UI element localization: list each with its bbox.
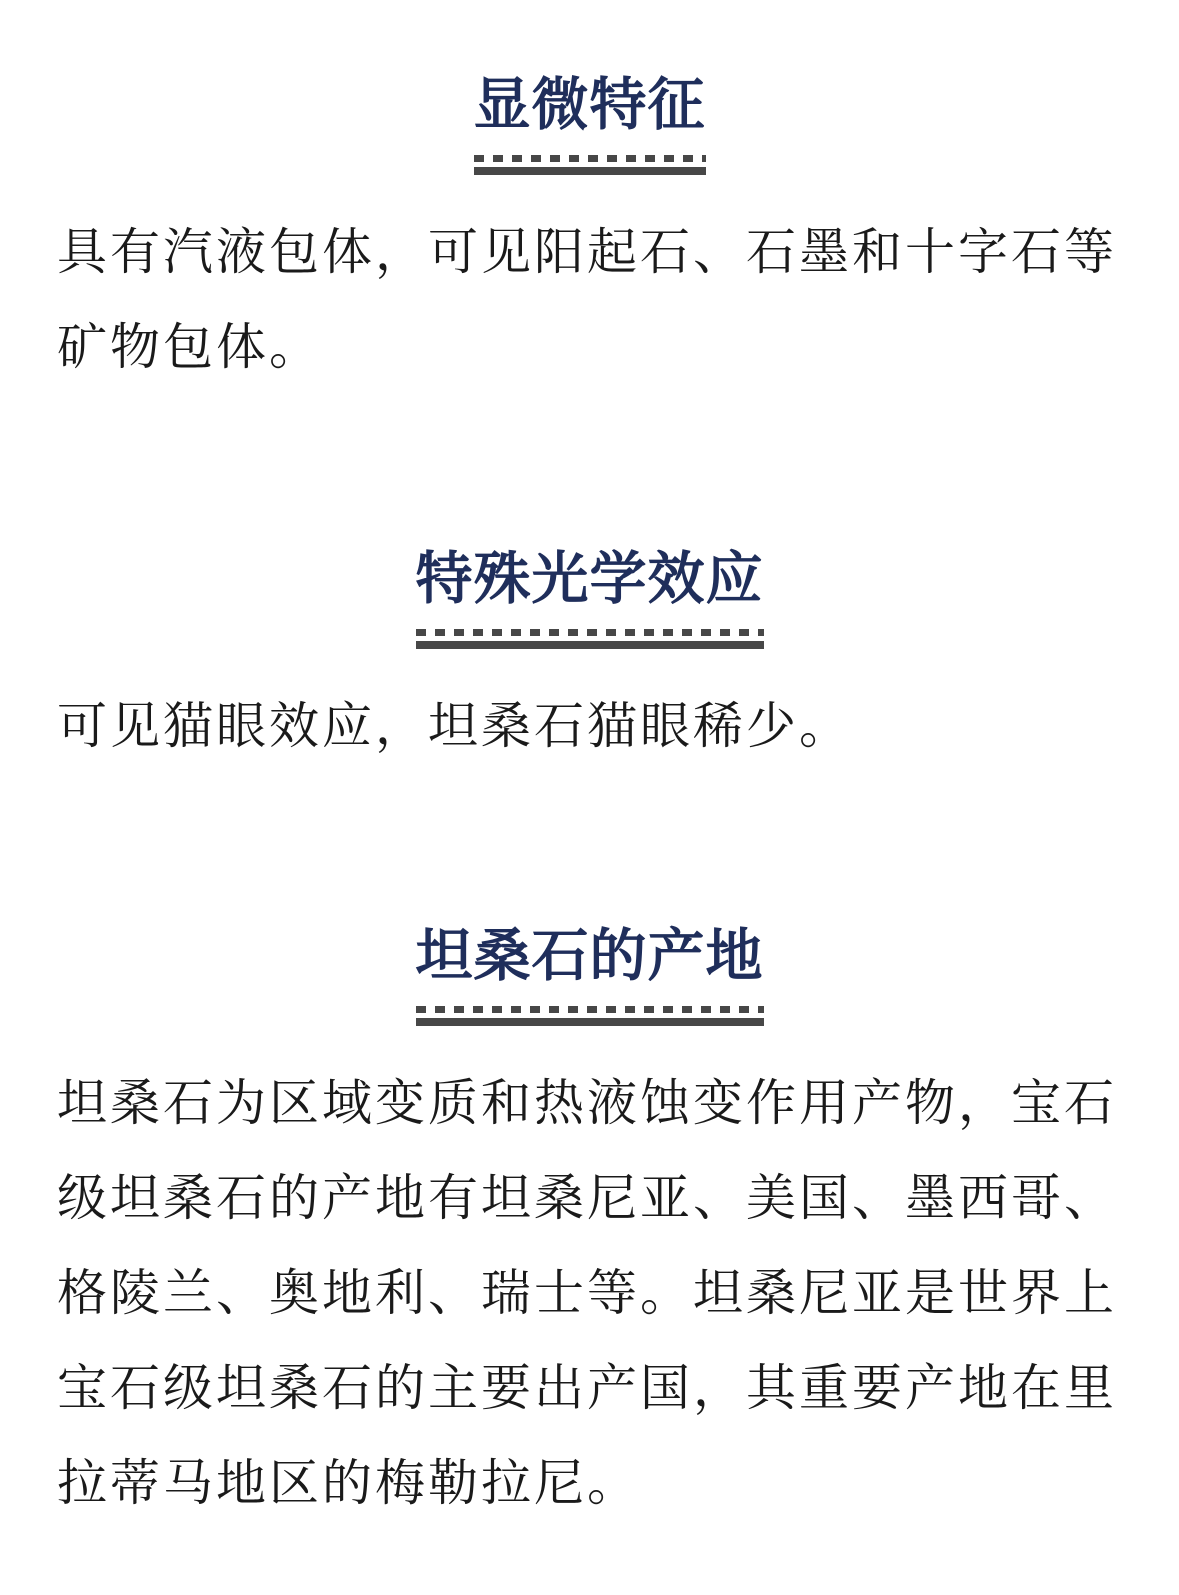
paragraph-optical-effects <box>0 679 1179 774</box>
paragraph-line: 可见猫眼效应，坦桑石猫眼稀少。 <box>57 698 852 754</box>
dashed-divider <box>416 1006 764 1013</box>
paragraph-microscopic-features <box>0 205 1179 395</box>
solid-divider <box>474 167 706 175</box>
paragraph-line: 拉蒂马地区的梅勒拉尼。 <box>57 1455 640 1511</box>
section-microscopic-features <box>0 0 1179 395</box>
section-header-inner <box>415 547 764 649</box>
paragraph-line: 矿物包体。 <box>57 319 322 375</box>
section-header-inner <box>473 73 706 175</box>
solid-divider <box>416 1018 764 1026</box>
section-header <box>0 924 1179 1026</box>
paragraph-line: 格陵兰、奥地利、瑞士等。坦桑尼亚是世界上 <box>57 1265 1117 1321</box>
section-tanzanite-origins <box>0 924 1179 1531</box>
solid-divider <box>416 641 764 649</box>
section-title-tanzanite-origins: 坦桑石的产地 <box>415 924 764 988</box>
section-header <box>0 73 1179 175</box>
section-title-optical-effects: 特殊光学效应 <box>415 547 764 611</box>
section-header <box>0 547 1179 649</box>
paragraph-line: 坦桑石为区域变质和热液蚀变作用产物，宝石 <box>57 1075 1117 1131</box>
section-header-inner <box>415 924 764 1026</box>
dashed-divider <box>416 629 764 636</box>
section-optical-effects <box>0 547 1179 774</box>
dashed-divider <box>474 155 706 162</box>
paragraph-tanzanite-origins <box>0 1056 1179 1531</box>
paragraph-line: 宝石级坦桑石的主要出产国，其重要产地在里 <box>57 1360 1117 1416</box>
section-title-microscopic-features: 显微特征 <box>473 73 706 137</box>
paragraph-line: 具有汽液包体，可见阳起石、石墨和十字石等 <box>57 224 1117 280</box>
paragraph-line: 级坦桑石的产地有坦桑尼亚、美国、墨西哥、 <box>57 1170 1117 1226</box>
